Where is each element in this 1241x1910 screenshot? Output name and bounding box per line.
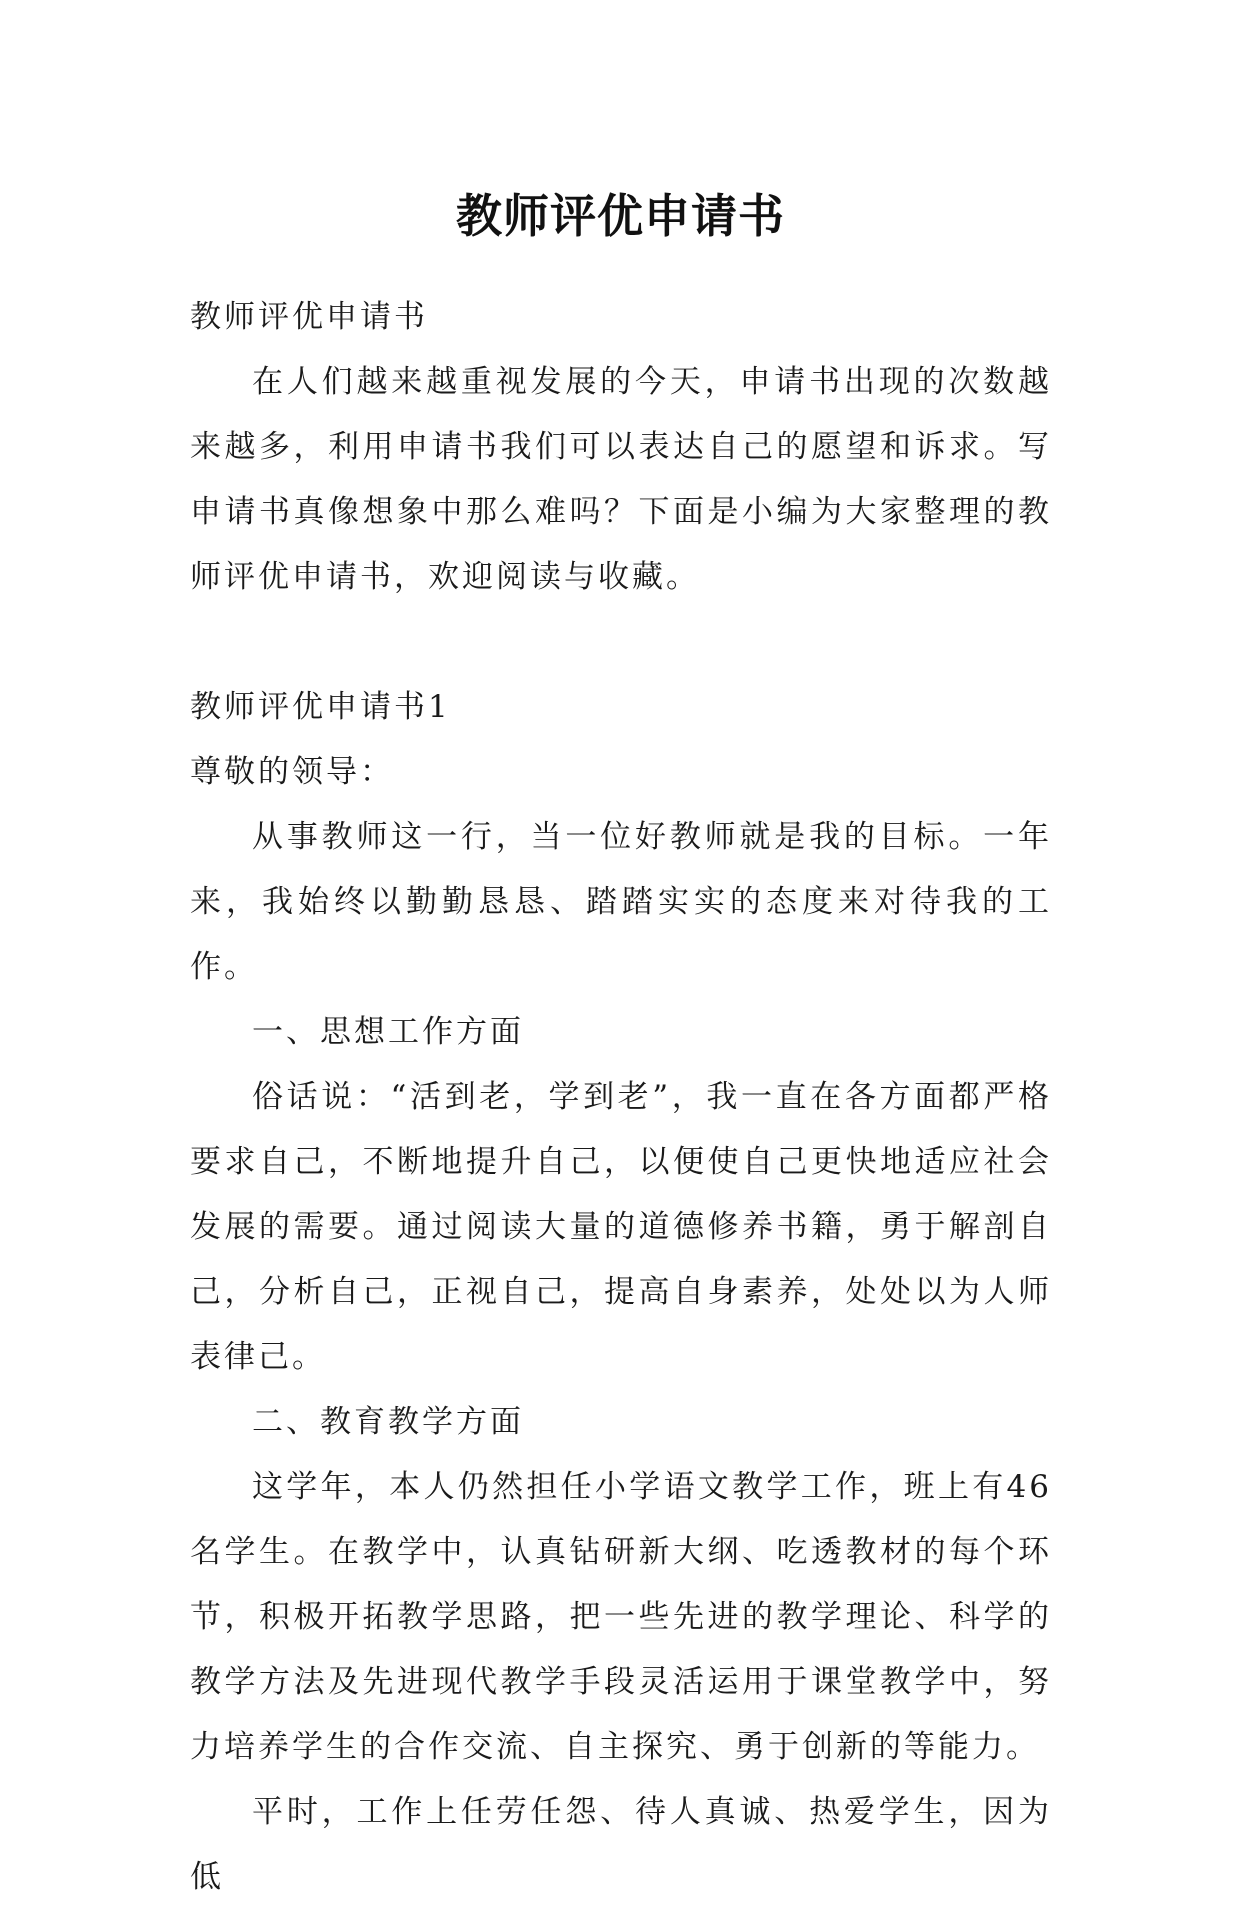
- salutation: 尊敬的领导：: [190, 754, 394, 790]
- intro-paragraph: 在人们越来越重视发展的今天，申请书出现的次数越来越多，利用申请书我们可以表达自己的愿望和诉求。写申请书真像想象中那么难吗？下面是小编为大家整理的教师评优申请书，欢迎阅读与收藏。: [190, 364, 1052, 595]
- document-title: 教师评优申请书: [456, 188, 785, 243]
- subheading-thought-work: 一、思想工作方面: [252, 1014, 524, 1050]
- section-heading: 教师评优申请书1: [190, 689, 451, 725]
- body-paragraph: 平时，工作上任劳任怨、待人真诚、热爱学生，因为低: [190, 1794, 1052, 1895]
- section-spacer: [190, 610, 1052, 675]
- body-paragraph: 俗话说：“活到老，学到老”，我一直在各方面都严格要求自己，不断地提升自己，以便使自己更快地适应社会发展的需要。通过阅读大量的道德修养书籍，勇于解剖自己，分析自己，正视自己，提高自身素养，处处以为人师表律己。: [190, 1079, 1052, 1375]
- body-paragraph: 这学年，本人仍然担任小学语文教学工作，班上有46名学生。在教学中，认真钻研新大纲、吃透教材的每个环节，积极开拓教学思路，把一些先进的教学理论、科学的教学方法及先进现代教学手段灵活运用于课堂教学中，努力培养学生的合作交流、自主探究、勇于创新的等能力。: [190, 1469, 1052, 1765]
- document-body: [190, 285, 1052, 1910]
- subheading-teaching: 二、教育教学方面: [252, 1404, 524, 1440]
- body-paragraph: 从事教师这一行，当一位好教师就是我的目标。一年来，我始终以勤勤恳恳、踏踏实实的态度来对待我的工作。: [190, 819, 1052, 985]
- document-subtitle: 教师评优申请书: [190, 299, 428, 335]
